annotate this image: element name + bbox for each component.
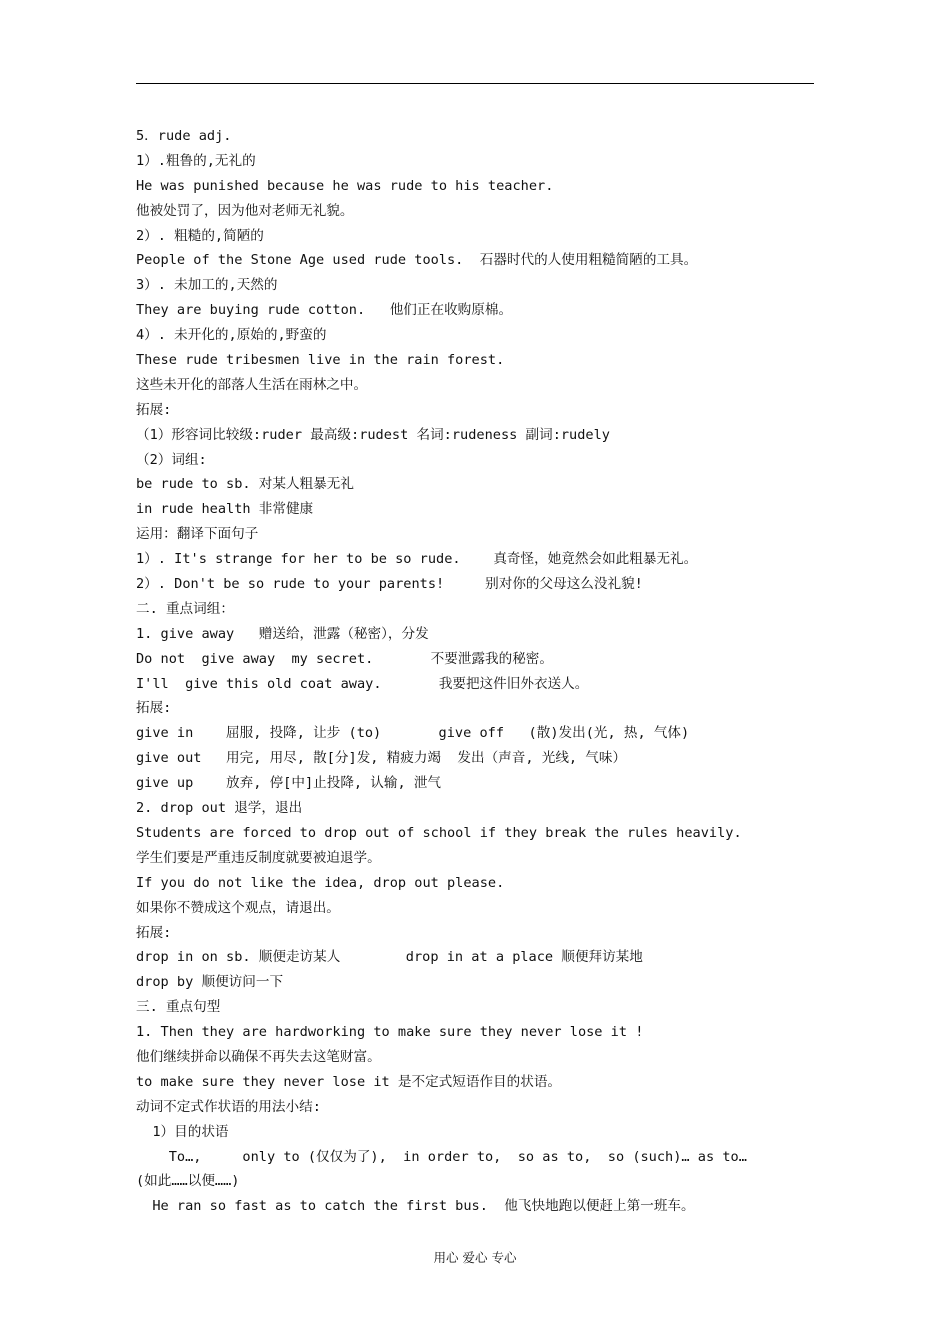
doc-line: People of the Stone Age used rude tools. 石器时代的人使用粗糙简陋的工具。 xyxy=(136,252,698,269)
header-rule xyxy=(136,83,814,84)
doc-line: 5．rude adj. xyxy=(136,128,232,144)
doc-line: 拓展: xyxy=(136,401,172,418)
doc-line: 1）.粗鲁的,无礼的 xyxy=(136,152,256,169)
doc-line: give out 用完, 用尽, 散[分]发, 精疲力竭 发出（声音, 光线, 气味） xyxy=(136,750,627,767)
doc-line: 1. give away 赠送给，泄露（秘密），分发 xyxy=(136,625,429,642)
doc-line: (如此……以便……) xyxy=(136,1173,240,1190)
doc-line: 1）目的状语 xyxy=(136,1123,229,1140)
doc-line: 2. drop out 退学，退出 xyxy=(136,800,303,817)
doc-line: These rude tribesmen live in the rain forest. xyxy=(136,352,505,369)
doc-line: in rude health 非常健康 xyxy=(136,501,314,518)
doc-line: 他被处罚了，因为他对老师无礼貌。 xyxy=(136,202,354,219)
doc-line: He was punished because he was rude to his teacher. xyxy=(136,177,554,194)
doc-line: 学生们要是严重违反制度就要被迫退学。 xyxy=(136,849,381,866)
doc-line: 拓展: xyxy=(136,924,172,941)
doc-line: 2）. Don't be so rude to your parents! 别对你的父母这么没礼貌! xyxy=(136,576,643,593)
doc-line: I'll give this old coat away. 我要把这件旧外衣送人。 xyxy=(136,675,589,692)
doc-line: be rude to sb. 对某人粗暴无礼 xyxy=(136,476,354,493)
doc-line: give in 屈服, 投降, 让步 (to) give off (散)发出(光, 热, 气体) xyxy=(136,725,690,742)
doc-line: give up 放弃, 停[中]止投降, 认输, 泄气 xyxy=(136,775,442,792)
doc-line: They are buying rude cotton. 他们正在收购原棉。 xyxy=(136,302,513,319)
doc-line: 三. 重点句型 xyxy=(136,999,221,1016)
doc-line: If you do not like the idea, drop out please. xyxy=(136,874,505,891)
doc-line: He ran so fast as to catch the first bus. 他飞快地跑以便赶上第一班车。 xyxy=(136,1198,695,1215)
doc-line: 运用：翻译下面句子 xyxy=(136,526,259,543)
page-footer: 用心 爱心 专心 xyxy=(433,1250,517,1265)
doc-line: 拓展: xyxy=(136,700,172,717)
doc-line: 1）. It's strange for her to be so rude. 真奇怪，她竟然会如此粗暴无礼。 xyxy=(136,551,698,568)
doc-line: 3）. 未加工的,天然的 xyxy=(136,277,278,294)
doc-line: 1. Then they are hardworking to make sure they never lose it ! xyxy=(136,1024,644,1041)
doc-line: drop by 顺便访问一下 xyxy=(136,974,284,991)
doc-line: （2）词组: xyxy=(136,451,207,468)
doc-line: 如果你不赞成这个观点，请退出。 xyxy=(136,899,340,916)
doc-line: Do not give away my secret. 不要泄露我的秘密。 xyxy=(136,650,553,667)
doc-line: to make sure they never lose it 是不定式短语作目的状语。 xyxy=(136,1073,562,1090)
doc-line: 二. 重点词组： xyxy=(136,600,234,617)
doc-line: Students are forced to drop out of school if they break the rules heavily. xyxy=(136,824,742,841)
doc-line: To…, only to (仅仅为了), in order to, so as to, so (such)… as to… xyxy=(136,1148,747,1165)
doc-line: 动词不定式作状语的用法小结: xyxy=(136,1098,321,1115)
doc-line: drop in on sb. 顺便走访某人 drop in at a place 顺便拜访某地 xyxy=(136,949,643,966)
doc-line: 他们继续拼命以确保不再失去这笔财富。 xyxy=(136,1048,381,1065)
doc-line: 这些未开化的部落人生活在雨林之中。 xyxy=(136,376,368,393)
doc-line: 4）. 未开化的,原始的,野蛮的 xyxy=(136,327,327,344)
doc-line: 2）. 粗糙的,简陋的 xyxy=(136,227,264,244)
document-body xyxy=(136,124,826,1219)
doc-line: （1）形容词比较级:ruder 最高级:rudest 名词:rudeness 副词:rudely xyxy=(136,426,610,443)
